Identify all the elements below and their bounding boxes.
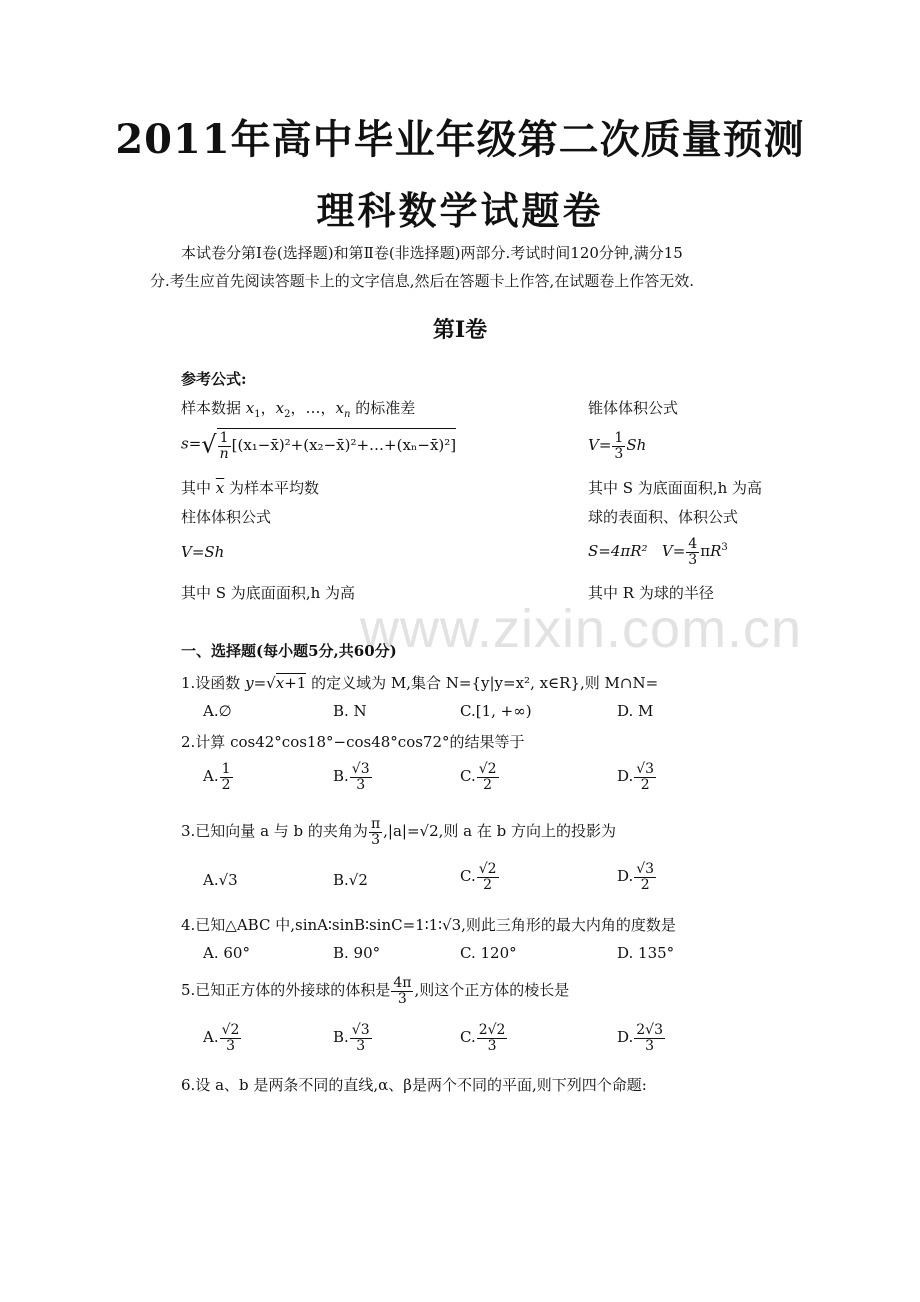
q1-option-b: B. N	[333, 702, 367, 720]
q4-option-b: B. 90°	[333, 944, 381, 962]
q2-option-b: B. $\frac{√3}{3}$	[333, 761, 370, 793]
watermark: www.zixin.com.cn	[360, 599, 803, 659]
question-3-stem: 3.已知向量 a 与 b 的夹角为 $\frac{\pi}{3}$ ,|a|=√2,则 a 在 b 方向上的投影为	[181, 816, 617, 848]
cone-formula: V= $\frac{1}{3}$ Sh	[588, 430, 647, 462]
question-4-stem: 4.已知△ABC 中,sinA∶sinB∶sinC=1∶1∶√3,则此三角形的最大内角的度数是	[181, 916, 676, 934]
sphere-formula: S=4πR² V= $\frac{4}{3}$ $\pi R^3$	[588, 536, 728, 568]
sphere-note: 其中 R 为球的半径	[588, 584, 714, 602]
q4-option-d: D. 135°	[617, 944, 675, 962]
q4-option-c: C. 120°	[460, 944, 517, 962]
q3-option-c: C. $\frac{√2}{2}$	[460, 861, 497, 893]
choice-section-title: 一、选择题(每小题5分,共60分)	[181, 642, 397, 660]
cone-note: 其中 S 为底面面积,h 为高	[588, 479, 763, 497]
exam-title: 2011年高中毕业年级第二次质量预测	[115, 116, 805, 163]
q5-option-b: B. $\frac{√3}{3}$	[333, 1022, 370, 1054]
question-1-stem: 1.设函数 y=√x+1 的定义域为 M,集合 N={y|y=x², x∈R},则 M∩N=	[181, 674, 659, 692]
question-2-stem: 2.计算 cos42°cos18°−cos48°cos72°的结果等于	[181, 733, 525, 751]
formula-heading: 参考公式:	[181, 370, 247, 388]
q3-option-d: D. $\frac{√3}{2}$	[617, 861, 655, 893]
cone-title: 锥体体积公式	[588, 399, 679, 417]
q5-option-c: C. $\frac{2√2}{3}$	[460, 1022, 506, 1054]
std-dev-note: 其中 $\overline{x}$ 为样本平均数	[181, 479, 320, 497]
std-dev-title: 样本数据 $x_1$，$x_2$，…，$x_n$ 的标准差	[181, 399, 416, 420]
intro-line-1: 本试卷分第Ⅰ卷(选择题)和第Ⅱ卷(非选择题)两部分.考试时间120分钟,满分15	[181, 244, 683, 262]
cylinder-title: 柱体体积公式	[181, 508, 272, 526]
sphere-title: 球的表面积、体积公式	[588, 508, 739, 526]
question-5-stem: 5.已知正方体的外接球的体积是 $\frac{4\pi}{3}$ ,则这个正方体的棱长是	[181, 975, 570, 1007]
q4-option-a: A. 60°	[203, 944, 250, 962]
q1-option-c: C.[1, +∞)	[460, 702, 532, 720]
q5-option-d: D. $\frac{2√3}{3}$	[617, 1022, 664, 1054]
q2-option-d: D. $\frac{√3}{2}$	[617, 761, 655, 793]
section-title: 第Ⅰ卷	[432, 317, 488, 343]
cylinder-note: 其中 S 为底面面积,h 为高	[181, 584, 356, 602]
exam-subtitle: 理科数学试题卷	[316, 188, 604, 233]
q2-option-c: C. $\frac{√2}{2}$	[460, 761, 497, 793]
q3-option-a: A.√3	[203, 871, 238, 889]
std-dev-formula: s=√ $\frac{1}{n}$ [(x₁−x̄)²+(x₂−x̄)²+…+(xₙ−x̄)²]	[181, 430, 457, 462]
q5-option-a: A. $\frac{√2}{3}$	[203, 1022, 240, 1054]
q3-option-b: B.√2	[333, 871, 368, 889]
q1-option-d: D. M	[617, 702, 654, 720]
q2-option-a: A. $\frac{1}{2}$	[203, 761, 231, 793]
cylinder-formula: V=Sh	[181, 543, 225, 561]
intro-line-2: 分.考生应首先阅读答题卡上的文字信息,然后在答题卡上作答,在试题卷上作答无效.	[150, 272, 695, 290]
q1-option-a: A.∅	[203, 702, 232, 720]
question-6-stem: 6.设 a、b 是两条不同的直线,α、β是两个不同的平面,则下列四个命题:	[181, 1076, 647, 1094]
